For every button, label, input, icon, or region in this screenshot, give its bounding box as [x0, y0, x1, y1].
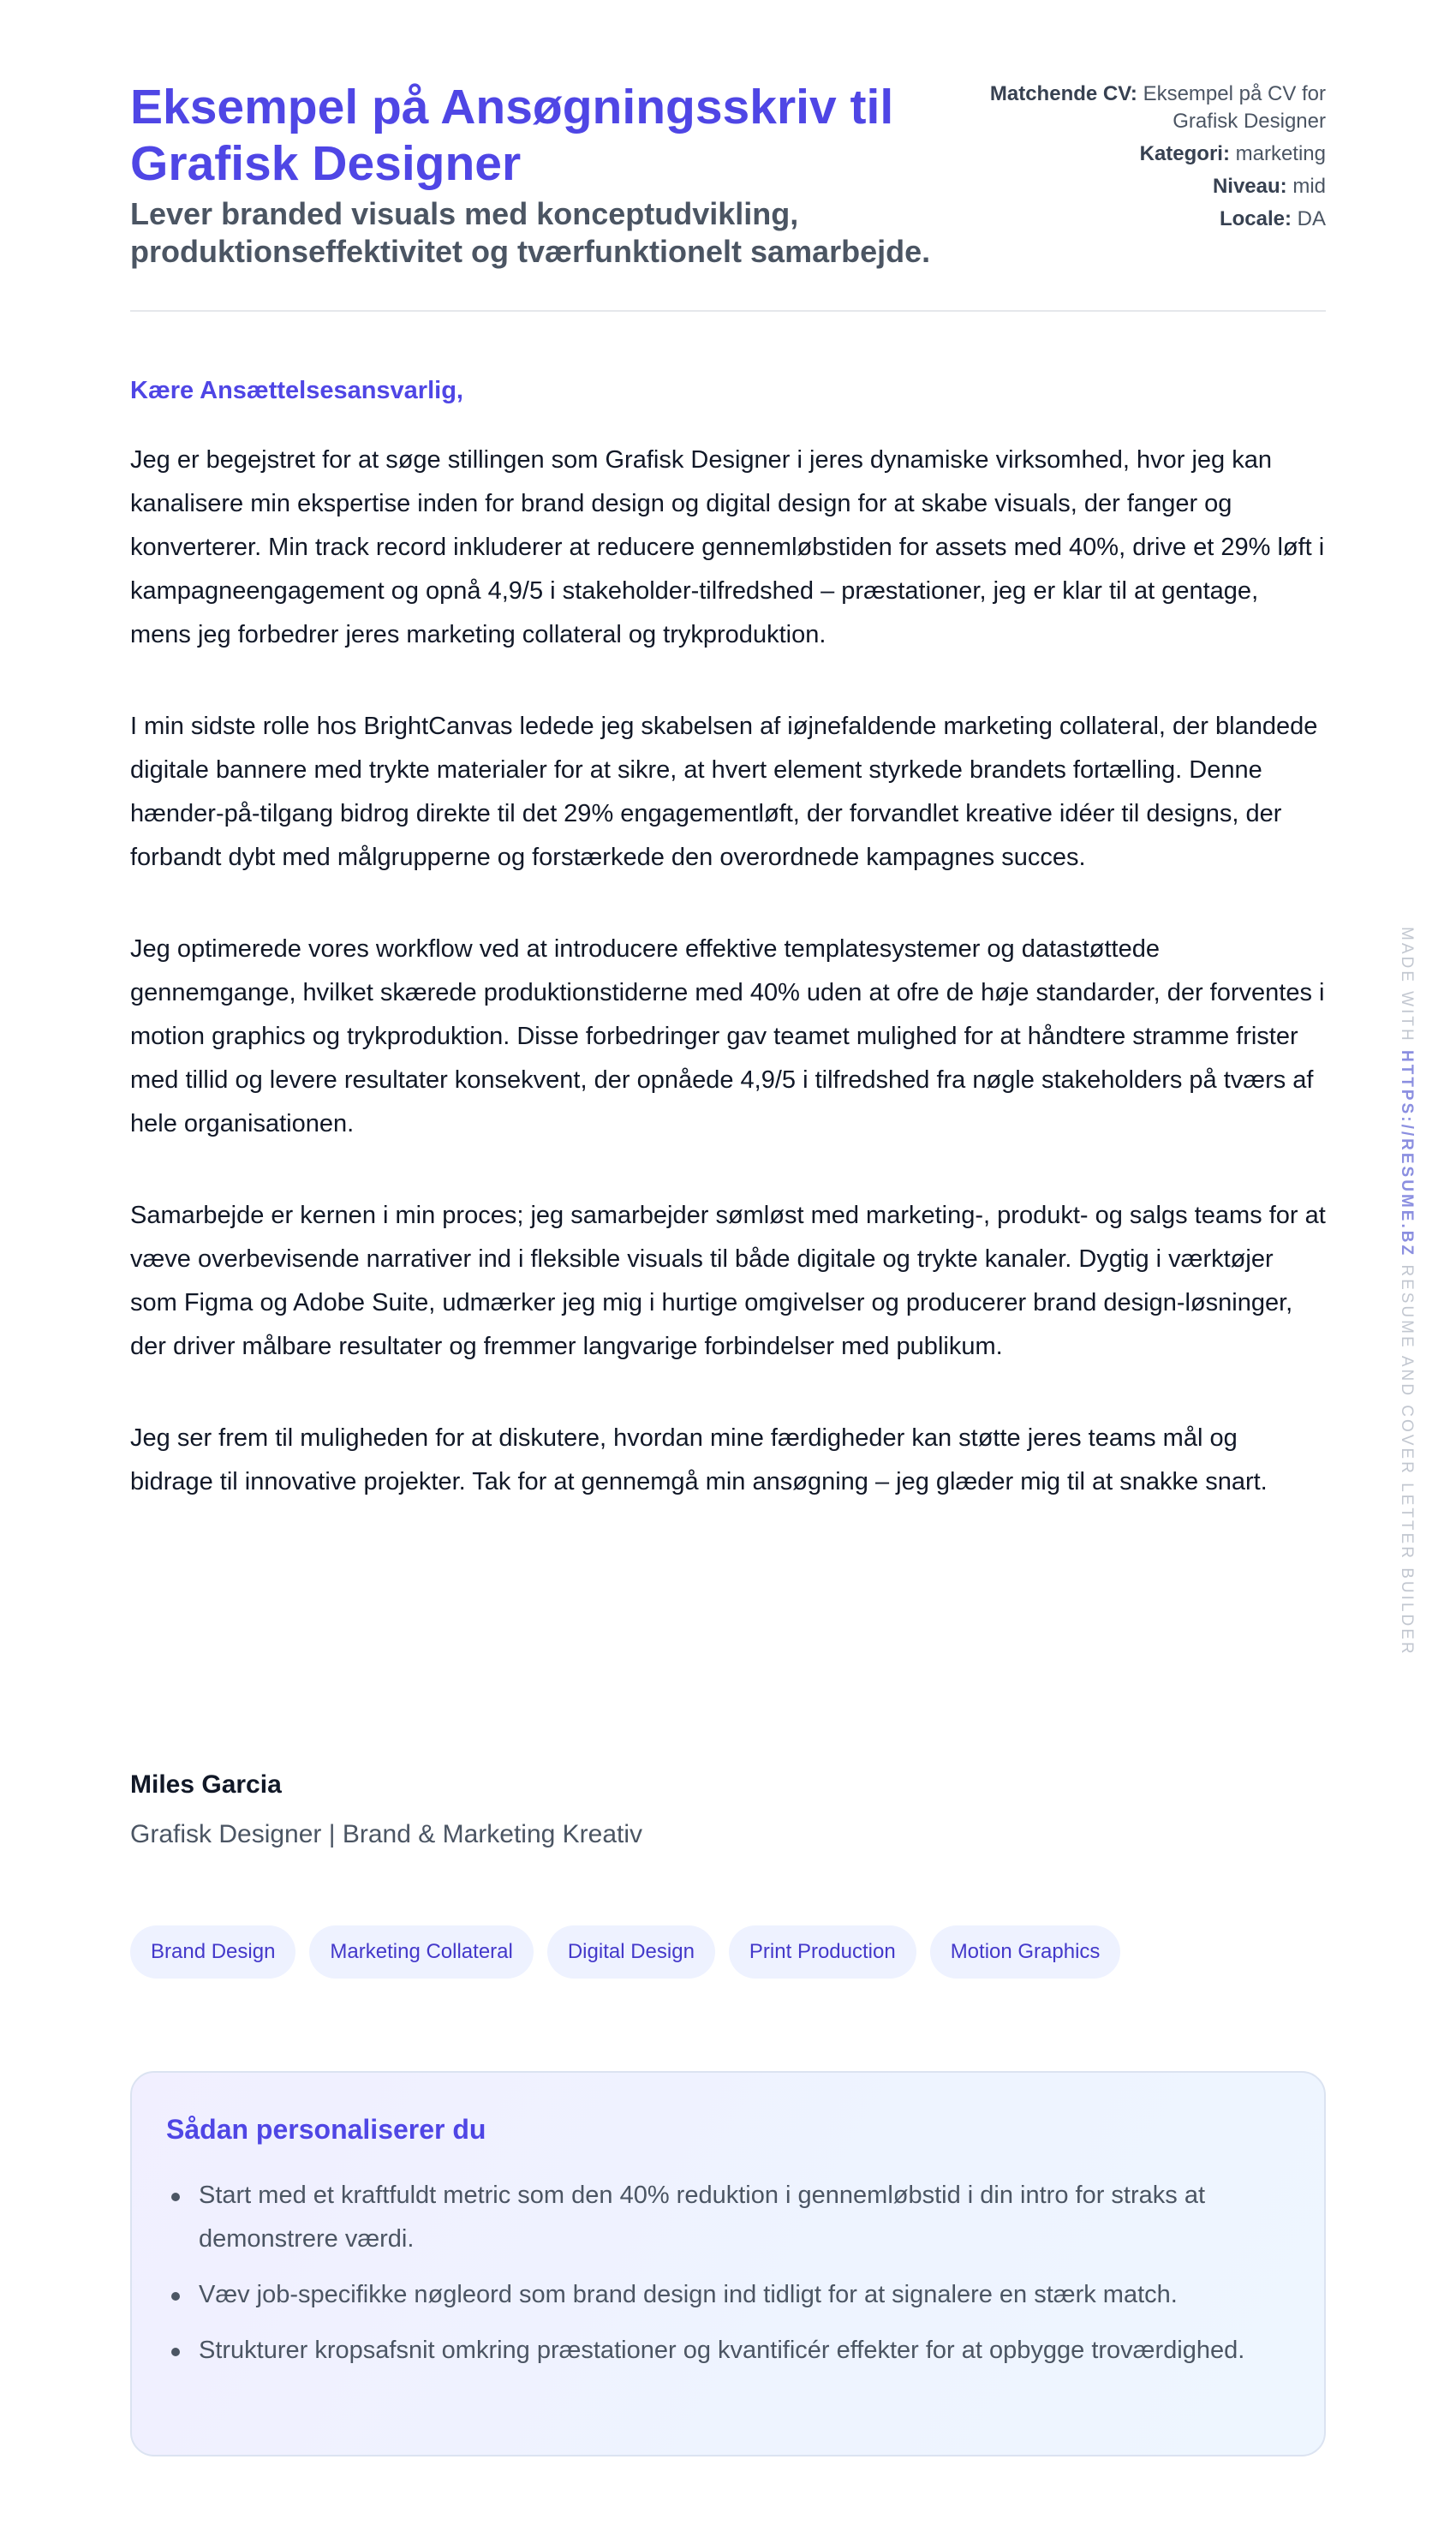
letter-paragraph: Samarbejde er kernen i min proces; jeg samarbejder sømløst med marketing-, produkt- og salgs teams for at væve overbevisende narrativer ind i fleksible visuals til både digitale og trykte kanaler. Dygtig i værktøjer som Figma og Adobe Suite, udmærker jeg mig i hurtige omgivelser og producerer brand design-løsninger, der driver målbare resultater og fremmer langvarige forbindelser med publikum.	[130, 1202, 1326, 1360]
letter-paragraph: Jeg optimerede vores workflow ved at introducere effektive templatesystemer og datastøttede gennemgange, hvilket skærede produktionstiderne med 40% uden at ofre de høje standarder, der forventes i motion graphics og trykproduktion. Disse forbedringer gav teamet mulighed for at håndtere stramme frister med tillid og levere resultater konsekvent, der opnåede 4,9/5 i tilfredshed fra nøgle stakeholders på tværs af hele organisationen.	[130, 935, 1325, 1137]
meta-label: Kategori:	[1139, 142, 1230, 165]
meta-locale	[966, 206, 1326, 233]
tip-item	[166, 2174, 1290, 2261]
skill-tag: Brand Design	[130, 1925, 295, 1979]
meta-category	[966, 140, 1326, 168]
tips-title: Sådan personaliserer du	[166, 2114, 486, 2145]
skill-tag: Print Production	[729, 1925, 916, 1979]
signature-role: Grafisk Designer | Brand & Marketing Kreativ	[130, 1820, 643, 1848]
meta-label: Niveau:	[1212, 175, 1287, 198]
meta-level	[966, 173, 1326, 200]
letter-header	[130, 79, 1326, 312]
page-title: Eksempel på Ansøgningsskriv til Grafisk Designer	[130, 80, 894, 191]
meta-value: DA	[1297, 207, 1326, 230]
skill-tags	[130, 1925, 1120, 1979]
skill-tag: Digital Design	[547, 1925, 715, 1979]
letter-paragraph: Jeg er begejstret for at søge stillingen som Grafisk Designer i jeres dynamiske virksomhed, hvor jeg kan kanalisere min ekspertise inden for brand design og digital design for at skabe visuals, der fanger og konverterer. Min track record inkluderer at reducere gennemløbstiden for assets med 40%, drive et 29% løft i kampagneengagement og opnå 4,9/5 i stakeholder-tilfredshed – præstationer, jeg er klar til at gentage, mens jeg forbedrer jeres marketing collateral og trykproduktion.	[130, 446, 1325, 648]
meta-value: Eksempel på CV for Grafisk Designer	[1143, 82, 1326, 133]
meta-matching-cv	[966, 81, 1326, 135]
skill-tag: Motion Graphics	[930, 1925, 1121, 1979]
meta-label: Locale:	[1219, 207, 1292, 230]
made-with-watermark	[1394, 927, 1418, 1657]
meta-panel	[966, 81, 1326, 238]
watermark-text	[1394, 927, 1418, 1657]
letter-paragraph: I min sidste rolle hos BrightCanvas ledede jeg skabelsen af iøjnefaldende marketing collateral, der blandede digitale bannere med trykte materialer for at sikre, at hvert element styrkede brandets fortælling. Denne hænder-på-tilgang bidrog direkte til det 29% engagementløft, der forvandlet kreative idéer til designs, der forbandt dybt med målgrupperne og forstærkede den overordnede kampagnes succes.	[130, 713, 1318, 871]
meta-value: mid	[1292, 175, 1326, 198]
meta-label: Matchende CV:	[989, 82, 1137, 105]
tip-text: Start med et kraftfuldt metric som den 40% reduktion i gennemløbstid i din intro for straks at demonstrere værdi.	[199, 2182, 1206, 2253]
watermark-prefix: MADE WITH	[1398, 927, 1416, 1043]
tip-text: Strukturer kropsafsnit omkring præstationer og kvantificér effekter for at opbygge troværdighed.	[199, 2337, 1245, 2364]
page-subtitle: Lever branded visuals med konceptudvikling, produktionseffektivitet og tværfunktionelt samarbejde.	[130, 196, 931, 269]
salutation: Kære Ansættelsesansvarlig,	[130, 377, 463, 404]
bullet-icon	[171, 2193, 180, 2201]
tips-list	[166, 2174, 1290, 2373]
tip-item	[166, 2273, 1290, 2317]
signature-name: Miles Garcia	[130, 1770, 282, 1799]
letter-body	[130, 439, 1326, 1552]
skill-tag: Marketing Collateral	[309, 1925, 533, 1979]
watermark-link[interactable]: HTTPS://RESUME.BZ	[1398, 1050, 1416, 1258]
tip-item	[166, 2329, 1290, 2373]
watermark-suffix: RESUME AND COVER LETTER BUILDER	[1398, 1264, 1416, 1657]
meta-value: marketing	[1235, 142, 1326, 165]
bullet-icon	[171, 2348, 180, 2356]
tip-text: Væv job-specifikke nøgleord som brand design ind tidligt for at signalere en stærk match.	[199, 2281, 1178, 2308]
personalization-tips	[130, 2071, 1326, 2456]
bullet-icon	[171, 2292, 180, 2301]
letter-paragraph: Jeg ser frem til muligheden for at diskutere, hvordan mine færdigheder kan støtte jeres teams mål og bidrage til innovative projekter. Tak for at gennemgå min ansøgning – jeg glæder mig til at snakke snart.	[130, 1424, 1268, 1495]
